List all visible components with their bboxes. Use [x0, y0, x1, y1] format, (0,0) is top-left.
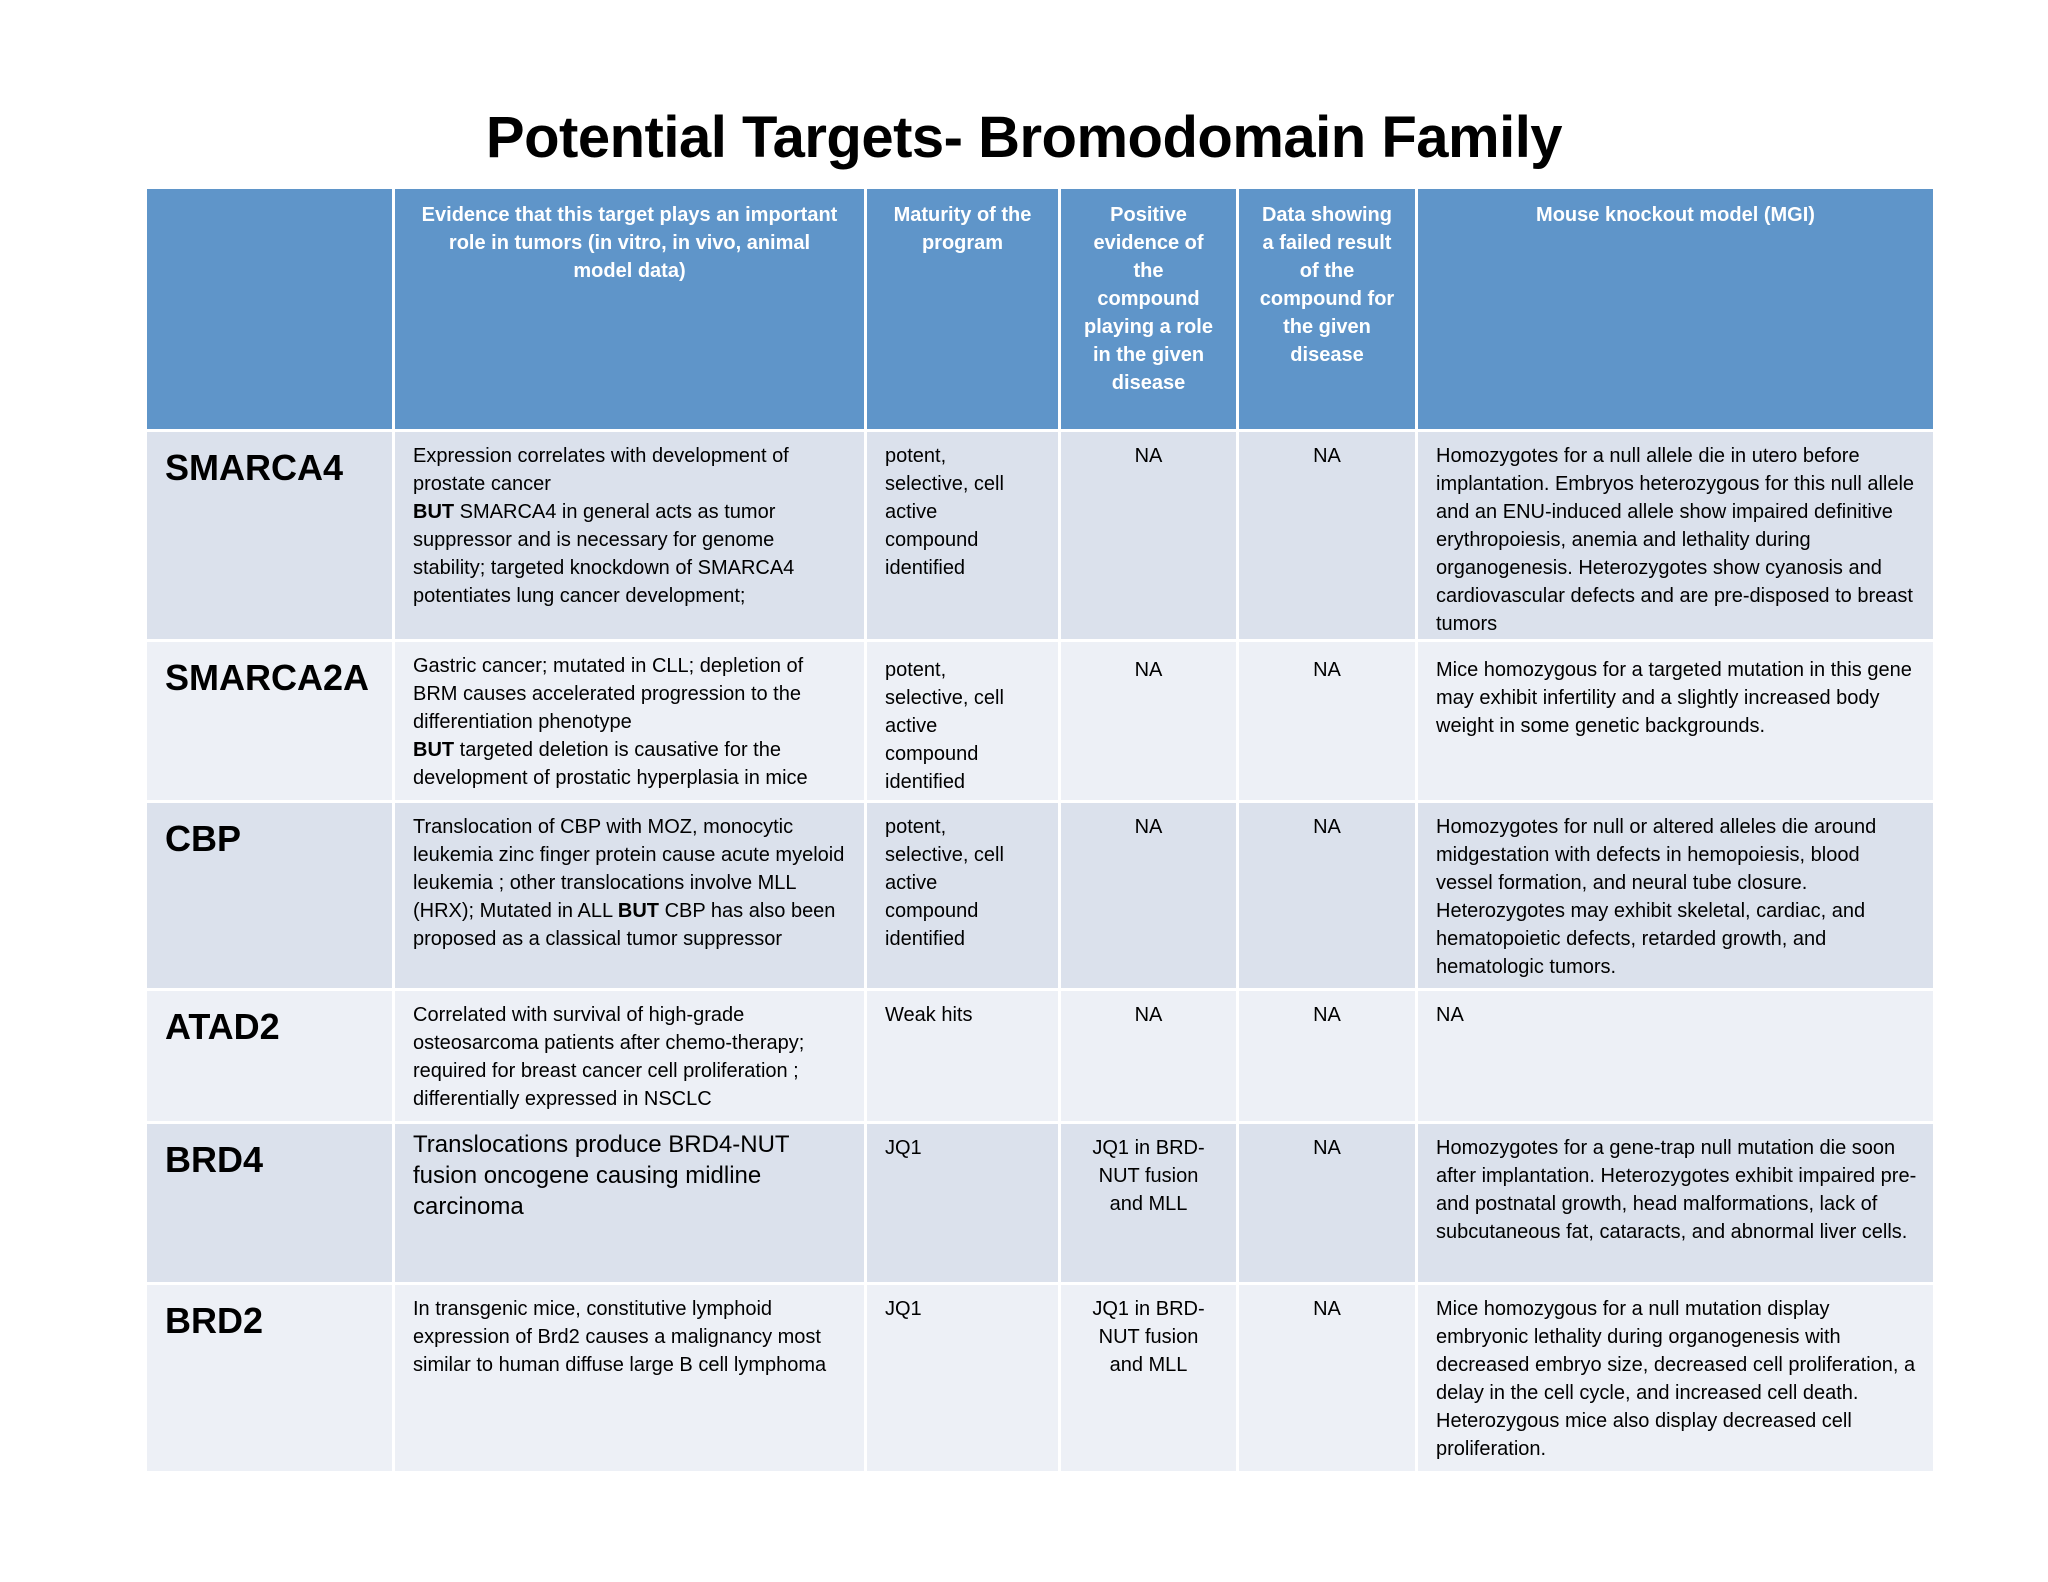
targets-table — [147, 189, 1918, 1465]
evidence-text: SMARCA4 in general acts as tumor suppressor and is necessary for genome stability; targeted knockdown of SMARCA4 potentiates lung cancer development; — [413, 501, 795, 607]
failed-result-cell: NA — [1239, 1285, 1415, 1471]
mouse-model-cell: Homozygotes for a gene-trap null mutation die soon after implantation. Heterozygotes exhibit impaired pre- and postnatal growth, head malformations, lack of subcutaneous fat, cataracts, and abnormal liver cells. — [1418, 1124, 1933, 1282]
maturity-cell: Weak hits — [867, 991, 1058, 1121]
failed-result-cell: NA — [1239, 991, 1415, 1121]
header-evidence: Evidence that this target plays an important role in tumors (in vitro, in vivo, animal model data) — [395, 189, 864, 429]
evidence-text: Expression correlates with development of prostate cancer — [413, 445, 789, 495]
header-target — [147, 189, 392, 429]
evidence-cell — [395, 803, 864, 988]
but-emphasis: BUT — [413, 501, 455, 523]
positive-evidence-cell: NA — [1061, 803, 1236, 988]
maturity-cell: JQ1 — [867, 1124, 1058, 1282]
evidence-text: Gastric cancer; mutated in CLL; depletion of BRM causes accelerated progression to the differentiation phenotype — [413, 655, 804, 733]
positive-evidence-cell: JQ1 in BRD-NUT fusion and MLL — [1061, 1285, 1236, 1471]
but-emphasis: BUT — [617, 900, 660, 922]
target-name: CBP — [147, 803, 392, 988]
evidence-cell — [395, 642, 864, 800]
target-name: ATAD2 — [147, 991, 392, 1121]
maturity-cell: potent, selective, cell active compound identified — [867, 803, 1058, 988]
header-maturity: Maturity of the program — [867, 189, 1058, 429]
page-title: Potential Targets- Bromodomain Family — [485, 105, 1563, 170]
evidence-text: targeted deletion is causative for the development of prostatic hyperplasia in mice — [413, 739, 808, 789]
positive-evidence-cell: NA — [1061, 642, 1236, 800]
mouse-model-cell: Homozygotes for a null allele die in utero before implantation. Embryos heterozygous for this null allele and an ENU-induced allele show impaired definitive erythropoiesis, anemia and lethality during organogenesis. Heterozygotes show cyanosis and cardiovascular defects and are pre-disposed to breast tumors — [1418, 432, 1933, 639]
header-positive-evidence: Positive evidence of the compound playing a role in the given disease — [1061, 189, 1236, 429]
mouse-model-cell: NA — [1418, 991, 1933, 1121]
but-emphasis: BUT — [413, 739, 455, 761]
header-failed-result: Data showing a failed result of the compound for the given disease — [1239, 189, 1415, 429]
evidence-text: Translocation of CBP with MOZ, monocytic leukemia zinc finger protein cause acute myeloid leukemia ; other translocations involve MLL (HRX); Mutated in ALL — [413, 816, 845, 922]
evidence-cell: Translocations produce BRD4-NUT fusion oncogene causing midline carcinoma — [395, 1124, 864, 1282]
failed-result-cell: NA — [1239, 432, 1415, 639]
failed-result-cell: NA — [1239, 803, 1415, 988]
header-mouse-knockout: Mouse knockout model (MGI) — [1418, 189, 1933, 429]
evidence-cell: Correlated with survival of high-grade osteosarcoma patients after chemo-therapy; required for breast cancer cell proliferation ; differentially expressed in NSCLC — [395, 991, 864, 1121]
mouse-model-cell: Homozygotes for null or altered alleles die around midgestation with defects in hemopoiesis, blood vessel formation, and neural tube closure. Heterozygotes may exhibit skeletal, cardiac, and hematopoietic defects, retarded growth, and hematologic tumors. — [1418, 803, 1933, 988]
evidence-cell: In transgenic mice, constitutive lymphoid expression of Brd2 causes a malignancy most similar to human diffuse large B cell lymphoma — [395, 1285, 864, 1471]
target-name: BRD4 — [147, 1124, 392, 1282]
target-name: SMARCA2A — [147, 642, 392, 800]
maturity-cell: potent, selective, cell active compound identified — [867, 432, 1058, 639]
maturity-cell: JQ1 — [867, 1285, 1058, 1471]
maturity-cell: potent, selective, cell active compound identified — [867, 642, 1058, 800]
target-name: BRD2 — [147, 1285, 392, 1471]
failed-result-cell: NA — [1239, 642, 1415, 800]
target-name: SMARCA4 — [147, 432, 392, 639]
failed-result-cell: NA — [1239, 1124, 1415, 1282]
evidence-text: CBP has also been proposed as a classical tumor suppressor — [413, 900, 836, 950]
evidence-cell — [395, 432, 864, 639]
mouse-model-cell: Mice homozygous for a targeted mutation in this gene may exhibit infertility and a slightly increased body weight in some genetic backgrounds. — [1418, 642, 1933, 800]
mouse-model-cell: Mice homozygous for a null mutation display embryonic lethality during organogenesis with decreased embryo size, decreased cell proliferation, a delay in the cell cycle, and increased cell death. Heterozygous mice also display decreased cell proliferation. — [1418, 1285, 1933, 1471]
positive-evidence-cell: NA — [1061, 991, 1236, 1121]
positive-evidence-cell: NA — [1061, 432, 1236, 639]
positive-evidence-cell: JQ1 in BRD-NUT fusion and MLL — [1061, 1124, 1236, 1282]
